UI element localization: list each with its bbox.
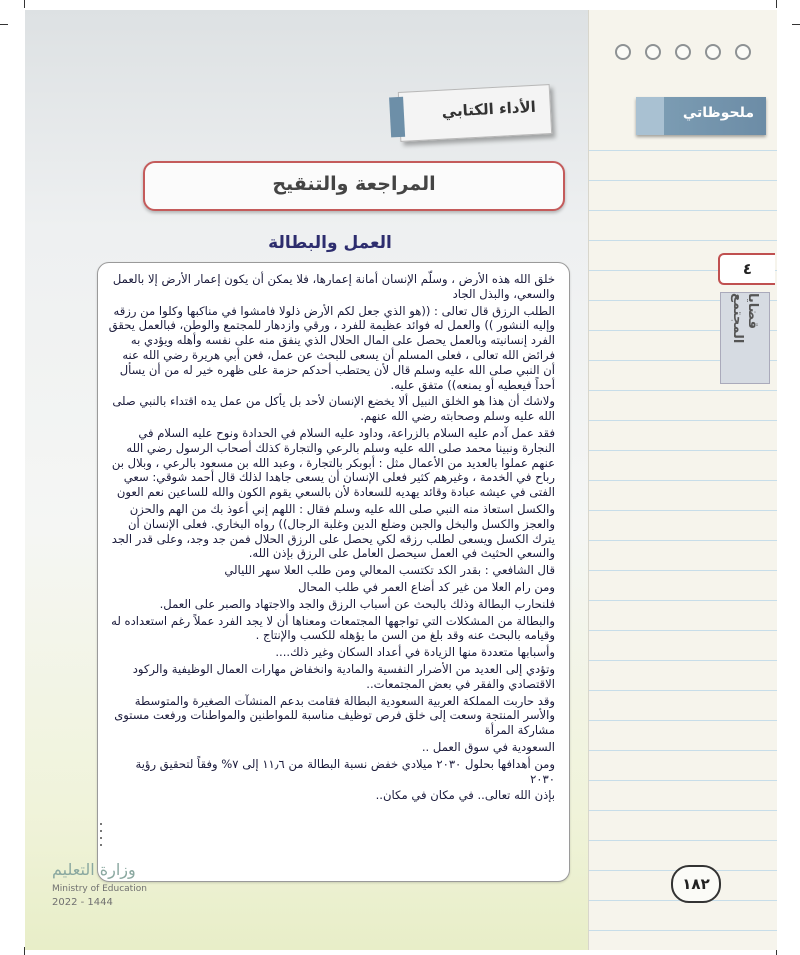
notes-panel: [588, 10, 777, 950]
dotted-margin: [100, 823, 104, 851]
binder-hole-icon: [645, 44, 661, 60]
section-tab: [398, 84, 552, 142]
notes-tab: [636, 97, 766, 135]
essay-paragraph: خلق الله هذه الأرض ، وسلّم الإنسان أمانة إعمارها، فلا يمكن أن يكون إعمار الأرض إلا بالعمل والسعي، والبذل الجاد: [112, 272, 555, 301]
essay-paragraph: وتؤدي إلى العديد من الأضرار النفسية والمادية وانخفاض مهارات العمال الوظيفية والركود الاقتصادي والفقر في بعض المجتمعات..: [132, 661, 555, 691]
essay-body: [107, 272, 555, 805]
crop-mark: [24, 0, 25, 8]
page-number: ١٨٢: [682, 875, 710, 893]
review-title-box: [143, 161, 565, 211]
binder-hole-icon: [735, 44, 751, 60]
essay-paragraph: وقد حاربت المملكة العربية السعودية البطالة فقامت بدعم المنشآت الصغيرة والمتوسطة والأسر المنتجة وسعت إلى خلق فرص توظيف مناسبة للمواطنين والمواطنات ورفعت مستوى مشاركة المرأة: [114, 693, 555, 738]
unit-label: قضايا المجتمع: [730, 293, 760, 344]
essay-paragraph: والكسل استعاذ منه النبي صلى الله عليه وسلم فقال : اللهم إني أعوذ بك من الهم والحزن والعجز والكسل والبخل والجبن وضلع الدين وغلبة الرجال)) رواه البخاري. فعلى الإنسان أن يترك الكسل ويسعى لطلب رزقه لكي يحصل على الرزق الحلال فمن جد وجد، وعلى قدر الجد والسعي الحثيث في العمل سيحصل العامل على الرزق بإذن الله.: [111, 501, 555, 561]
crop-mark: [776, 0, 777, 8]
essay-paragraph: السعودية في سوق العمل ..: [421, 739, 555, 754]
section-tab-label: الأداء الكتابي: [441, 97, 537, 121]
binder-hole-icon: [675, 44, 691, 60]
essay-paragraph: وأسبابها متعددة منها الزيادة في أعداد السكان وغير ذلك....: [275, 645, 555, 660]
essay-paragraph: الطلب الرزق قال تعالى : ((هو الذي جعل لكم الأرض ذلولا فامشوا في مناكبها وكلوا من رزقه وإليه النشور )) والعمل له فوائد عظيمة للفرد ، ورقي وازدهار للمجتمع والوطن، فبالعمل يحقق الفرد إنسانيته وبالعمل يحصل على المال الحلال الذي ينفق منه على نفسه وأهله ويؤدي به فرائض الله تعالى ، فعلى المسلم أن يسعى للبحث عن عمل، فعن أبي هريرة رضي الله عنه أن النبي صلى الله عليه وسلم قال لأن يحتطب أحدكم حزمة على ظهره خير له من أن يسأل أحداً فيعطيه أو يمنعه)) متفق عليه.: [108, 303, 555, 392]
review-title: المراجعة والتنقيح: [272, 173, 436, 195]
crop-mark: [792, 24, 800, 25]
essay-paragraph: ومن أهدافها بحلول ٢٠٣٠ ميلادي خفض نسبة البطالة من ١١٫٦ إلى ٧% وفقاً لتحقيق رؤية ٢٠٣٠: [135, 756, 555, 786]
page-number-badge: [671, 865, 721, 903]
unit-label-tab: [720, 292, 770, 384]
essay-paragraph: والبطالة من المشكلات التي تواجهها المجتمعات ومعناها أن لا يجد الفرد عملاً رغم استعداده له وقيامه بالبحث عنه وقد بلغ من السن ما يؤهله للكسب والإنتاج .: [111, 613, 555, 643]
edition-year: 2022 - 1444: [52, 897, 113, 908]
essay-paragraph: قال الشافعي : بقدر الكد تكتسب المعالي ومن طلب العلا سهر الليالي: [224, 563, 555, 578]
essay-paragraph: فقد عمل آدم عليه السلام بالزراعة، وداود عليه السلام في الحدادة ونوح عليه السلام في النجارة ونبينا محمد صلى الله عليه وسلم بالرعي والتجارة كذلك أصحاب الرسول رضي الله عنهم عملوا بالعديد من الأعمال مثل : أبوبكر بالتجارة ، وعبد الله بن مسعود بالرعي ، وبلال بن رباح في الخدمة ، وغيرهم كثير فعلى الإنسان أن يسعى جاهدا لذلك قال أحمد شوقي: سعي الفتى في عيشه عبادة وقائد يهديه للسعادة لأن بالسعي يقوم الكون والله للساعين نعم العون: [111, 425, 555, 500]
essay-paragraph: ولاشك أن هذا هو الخلق النبيل ألا يخضع الإنسان لأحد بل يأكل من عمل يده اقتداء بالنبي صلى الله عليه وسلم وصحابته رضي الله عنهم.: [112, 394, 555, 424]
notes-tab-label: ملحوظاتي: [682, 105, 754, 121]
essay-title: العمل والبطالة: [268, 233, 392, 253]
unit-number: ٤: [742, 260, 753, 278]
essay-paragraph: فلنحارب البطالة وذلك بالبحث عن أسباب الرزق والجد والاجتهاد والصبر على العمل.: [159, 596, 555, 611]
crop-mark: [0, 24, 8, 25]
binder-hole-icon: [615, 44, 631, 60]
essay-paragraph: ومن رام العلا من غير كد أضاع العمر في طلب المحال: [298, 579, 555, 594]
ministry-name-en: Ministry of Education: [52, 884, 147, 894]
binder-hole-icon: [705, 44, 721, 60]
essay-paragraph: بإذن الله تعالى.. في مكان في مكان..: [375, 788, 555, 803]
ministry-logo: وزارة التعليم: [52, 860, 136, 879]
unit-number-tab: [718, 253, 775, 285]
